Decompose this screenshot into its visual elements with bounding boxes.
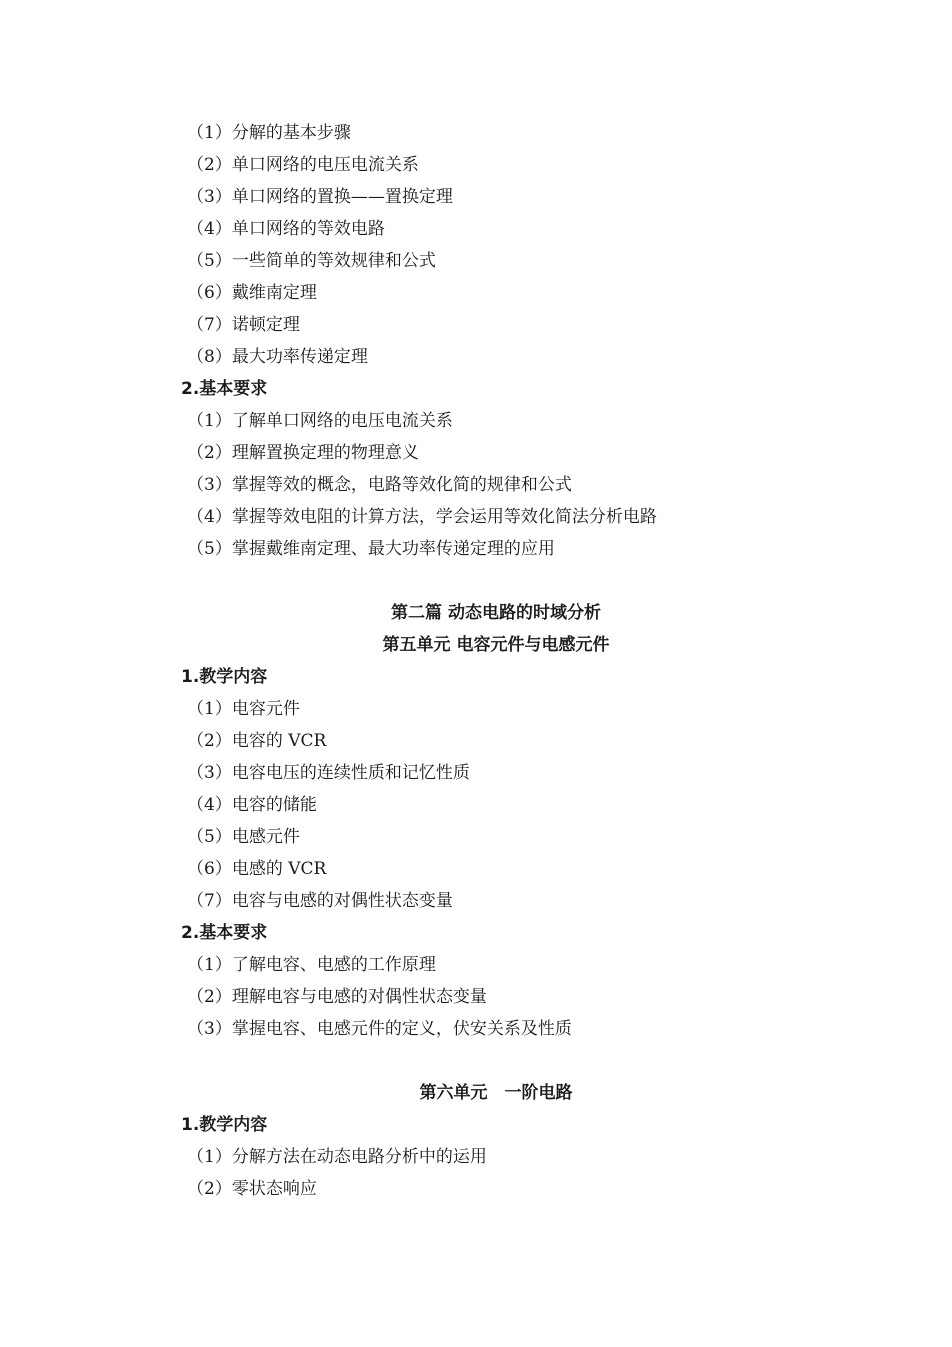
list-item: （8）最大功率传递定理	[187, 347, 368, 367]
requirement-item: （3）掌握等效的概念，电路等效化简的规律和公式	[187, 475, 572, 495]
content-heading: 1.教学内容	[181, 1115, 268, 1135]
list-item: （3）单口网络的置换——置换定理	[187, 187, 453, 207]
requirement-item: （5）掌握戴维南定理、最大功率传递定理的应用	[187, 539, 555, 559]
list-item: （3）电容电压的连续性质和记忆性质	[187, 763, 470, 783]
requirement-item: （2）理解置换定理的物理意义	[187, 443, 419, 463]
list-item: （7）诺顿定理	[187, 315, 300, 335]
list-item: （2）单口网络的电压电流关系	[187, 155, 419, 175]
list-item: （5）一些简单的等效规律和公式	[187, 251, 436, 271]
requirement-item: （2）理解电容与电感的对偶性状态变量	[187, 987, 487, 1007]
list-item: （6）电感的 VCR	[187, 859, 327, 879]
requirements-heading: 2.基本要求	[181, 923, 268, 943]
requirements-heading: 2.基本要求	[181, 379, 268, 399]
unit-five-title: 第五单元 电容元件与电感元件	[382, 635, 610, 655]
list-item: （1）电容元件	[187, 699, 300, 719]
list-item: （2）电容的 VCR	[187, 731, 327, 751]
list-item: （1）分解的基本步骤	[187, 123, 351, 143]
part-title: 第二篇 动态电路的时域分析	[391, 603, 601, 623]
requirement-item: （1）了解单口网络的电压电流关系	[187, 411, 453, 431]
list-item: （4）单口网络的等效电路	[187, 219, 385, 239]
list-item: （6）戴维南定理	[187, 283, 317, 303]
list-item: （7）电容与电感的对偶性状态变量	[187, 891, 453, 911]
list-item: （2）零状态响应	[187, 1179, 317, 1199]
requirement-item: （3）掌握电容、电感元件的定义，伏安关系及性质	[187, 1019, 572, 1039]
requirement-item: （4）掌握等效电阻的计算方法，学会运用等效化简法分析电路	[187, 507, 657, 527]
list-item: （5）电感元件	[187, 827, 300, 847]
unit-six-title: 第六单元 一阶电路	[419, 1083, 573, 1103]
list-item: （1）分解方法在动态电路分析中的运用	[187, 1147, 487, 1167]
content-heading: 1.教学内容	[181, 667, 268, 687]
list-item: （4）电容的储能	[187, 795, 317, 815]
requirement-item: （1）了解电容、电感的工作原理	[187, 955, 436, 975]
